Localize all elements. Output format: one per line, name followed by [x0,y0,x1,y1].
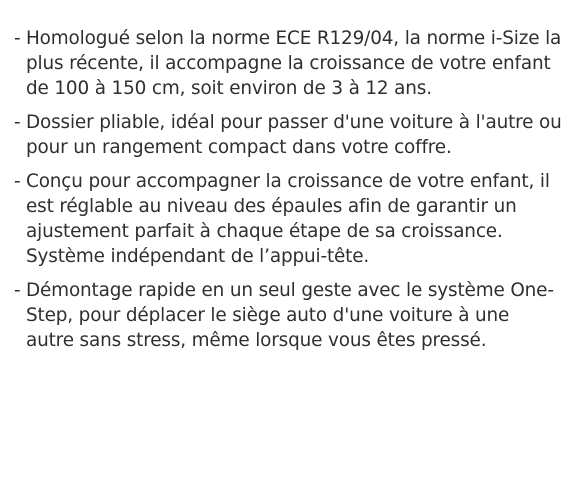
bullet-dash: - [14,171,21,192]
feature-text: Conçu pour accompagner la croissance de votre enfant, il est réglable au niveau des épaules afin de garantir un ajustement parfait à chaque étape de sa croissance. Système indépendant de l’appui-tête. [26,171,550,267]
bullet-dash: - [14,280,21,301]
list-item [14,169,562,269]
feature-text: Dossier pliable, idéal pour passer d'une voiture à l'autre ou pour un rangement compact dans votre coffre. [26,112,562,158]
list-item [14,26,562,101]
feature-text: Homologué selon la norme ECE R129/04, la norme i-Size la plus récente, il accompagne la croissance de votre enfant de 100 à 150 cm, soit environ de 3 à 12 ans. [26,28,562,99]
list-item [14,110,562,160]
bullet-dash: - [14,112,21,133]
list-item [14,278,562,353]
bullet-dash: - [14,28,21,49]
feature-text: Démontage rapide en un seul geste avec le système One-Step, pour déplacer le siège auto d'une voiture à une autre sans stress, même lorsque vous êtes pressé. [26,280,554,351]
